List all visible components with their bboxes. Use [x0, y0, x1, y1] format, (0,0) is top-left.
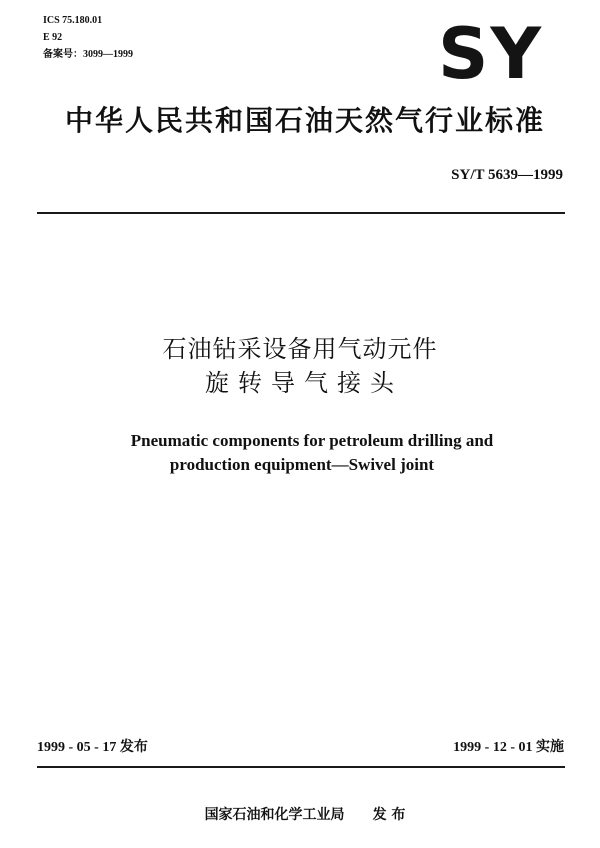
implementation-date: 1999 - 12 - 01 实施: [453, 740, 564, 755]
chinese-title-line-1: 石油钻采设备用气动元件: [162, 335, 438, 363]
english-title-line-1: Pneumatic components for petroleum drilling and: [130, 431, 494, 450]
chinese-title-line-2: 旋转导气接头: [205, 369, 403, 397]
publisher-action: 发 布: [372, 807, 406, 823]
document-metadata: [43, 12, 133, 63]
sy-logo: SY: [438, 13, 544, 95]
publisher-name: 国家石油和化学工业局: [204, 807, 345, 823]
national-standard-title: 中华人民共和国石油天然气行业标准: [64, 104, 545, 137]
issue-date: 1999 - 05 - 17 发布: [37, 740, 148, 755]
english-title-line-2: production equipment—Swivel joint: [169, 455, 435, 474]
bottom-divider: [37, 766, 565, 768]
ics-code: ICS 75.180.01: [43, 15, 103, 26]
publisher-line: [0, 805, 600, 825]
classification-code: E 92: [43, 32, 63, 43]
filing-number: 备案号：3099—1999: [43, 49, 133, 60]
standard-number: SY/T 5639—1999: [451, 167, 563, 183]
top-divider: [37, 212, 565, 214]
